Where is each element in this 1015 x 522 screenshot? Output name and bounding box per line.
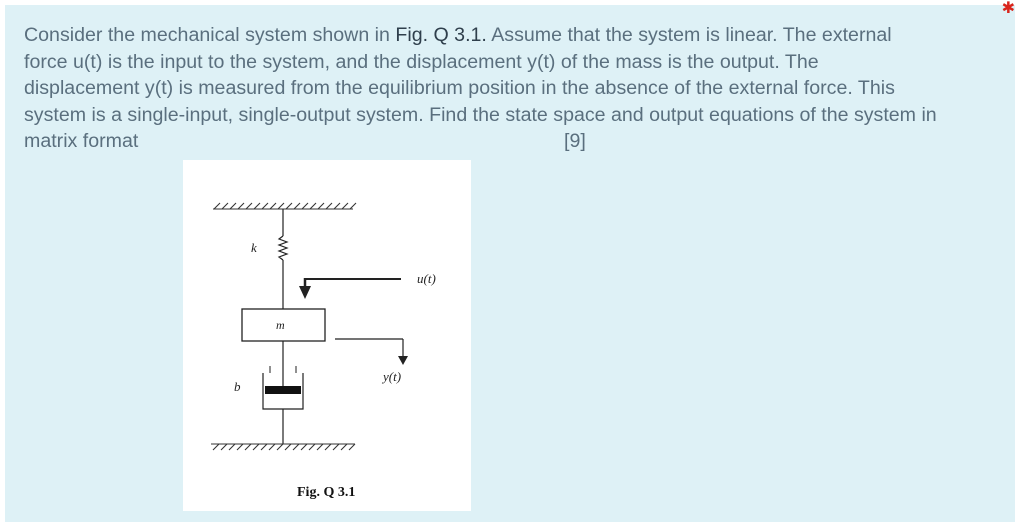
question-line-3: displacement y(t) is measured from the equilibrium position in the absence of the external force. This — [24, 77, 895, 99]
question-line-1 — [24, 22, 1015, 49]
question-panel — [5, 5, 1015, 522]
damper-label: b — [234, 379, 241, 394]
marks-label: [9] — [564, 130, 586, 152]
damper — [263, 341, 303, 444]
mass-label: m — [276, 318, 285, 332]
force-label: u(t) — [417, 271, 436, 286]
mechanical-system-diagram — [183, 160, 471, 511]
floor-support — [211, 444, 355, 450]
question-line-4: system is a single-input, single-output system. Find the state space and output equations of the system in — [24, 103, 937, 126]
asterisk-icon: ✱ — [1001, 0, 1015, 17]
figure-reference: Fig. Q 3.1. — [395, 24, 487, 46]
spring-label: k — [251, 240, 257, 255]
question-line-5: matrix format — [24, 130, 139, 152]
ceiling-support — [213, 203, 356, 209]
displacement-arrow — [335, 339, 408, 365]
displacement-label: y(t) — [383, 369, 402, 384]
question-line-1-start: Consider the mechanical system shown in — [24, 24, 396, 46]
figure-q-3-1 — [183, 160, 471, 511]
spring — [279, 209, 287, 310]
force-arrow — [299, 278, 401, 299]
question-line-1-end: Assume that the system is linear. The external — [486, 24, 892, 46]
question-line-2: force u(t) is the input to the system, and the displacement y(t) of the mass is the output. The — [24, 50, 819, 73]
figure-caption: Fig. Q 3.1 — [297, 485, 356, 500]
question-text — [24, 22, 1015, 155]
